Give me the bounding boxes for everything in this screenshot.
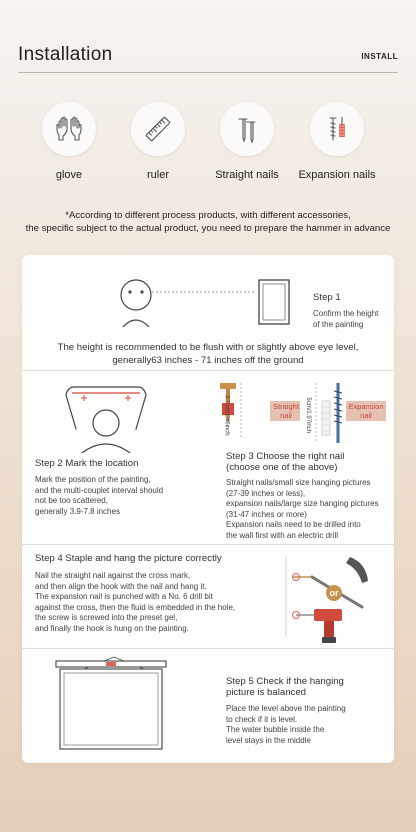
instructions-panel bbox=[22, 255, 394, 763]
section-divider bbox=[22, 370, 394, 371]
header-divider bbox=[18, 72, 398, 73]
step3-title-line: Step 3 Choose the right nail bbox=[226, 451, 345, 462]
step1-title: Step 1 bbox=[313, 292, 341, 303]
expansion-nails-icon bbox=[310, 102, 364, 156]
note-line: *According to different process products, with different accessories, bbox=[65, 210, 351, 221]
step3-line: Expansion nails need to be drilled into bbox=[226, 520, 361, 529]
step4-text bbox=[35, 553, 275, 634]
step3-title bbox=[226, 451, 392, 473]
step2-line: not be too scattered, bbox=[35, 496, 108, 505]
ruler-icon bbox=[131, 102, 185, 156]
step4-line: against the cross, then the fluid is embedded in the hole, bbox=[35, 602, 236, 612]
step2-line: Mark the position of the painting, bbox=[35, 475, 151, 484]
page-header bbox=[18, 44, 398, 66]
expansion-nail-label-line: nail bbox=[360, 410, 372, 420]
step4-line: and finally the hook is hung on the painting. bbox=[35, 623, 189, 633]
straight-nail-size-label: 3.7cm/1.46inch bbox=[223, 394, 230, 436]
straight-nail-size bbox=[223, 390, 236, 440]
tool-label: glove bbox=[55, 169, 83, 181]
step5-text bbox=[226, 676, 386, 746]
expansion-nail-label bbox=[346, 403, 386, 420]
step1-desc-line: Confirm the height bbox=[313, 309, 379, 318]
step3-line: (27-39 inches or less), bbox=[226, 488, 306, 498]
or-label: or bbox=[329, 588, 339, 598]
straight-nail-label-line: Straight bbox=[273, 402, 299, 411]
tool-expansion-nails bbox=[292, 102, 382, 181]
glove-icon bbox=[42, 102, 96, 156]
step1-caption-line: The height is recommended to be flush with or slightly above eye level, bbox=[57, 342, 359, 353]
expansion-nail-label-line: Expansion bbox=[348, 402, 384, 411]
tool-glove bbox=[24, 102, 114, 181]
tool-label: Straight nails bbox=[215, 169, 279, 181]
step1-text bbox=[313, 292, 378, 330]
step3-line: expansion nails/large size hanging pictures bbox=[226, 499, 379, 508]
step4-title: Step 4 Staple and hang the picture correctly bbox=[35, 553, 222, 564]
step1-caption-line: generally63 inches - 71 inches off the ground bbox=[112, 355, 304, 366]
tool-label: Expansion nails bbox=[298, 169, 376, 181]
step2-illustration bbox=[22, 373, 212, 453]
step5-line: The water bubble inside the bbox=[226, 725, 325, 734]
step3-line: the wall first with an electric drill bbox=[226, 530, 339, 540]
tool-label: ruler bbox=[146, 169, 169, 181]
step4-line: The expansion nail is punched with a No. 6 drill bit bbox=[35, 592, 213, 601]
step5-title-line: picture is balanced bbox=[226, 687, 306, 698]
tools-row bbox=[0, 102, 416, 192]
step5-line: level stays in the middle bbox=[226, 735, 311, 745]
section-divider bbox=[22, 648, 394, 649]
page-title: Installation bbox=[18, 44, 113, 65]
step5-line: to check if it is level. bbox=[226, 714, 298, 724]
straight-nail-label bbox=[271, 403, 301, 420]
step1-desc-line: of the painting bbox=[313, 319, 364, 329]
step3-line: Straight nails/small size hanging pictures bbox=[226, 478, 371, 487]
step4-line: the screw is screwed into the preset gel, bbox=[35, 613, 178, 622]
step2-title: Step 2 Mark the location bbox=[35, 458, 139, 469]
step5-illustration bbox=[22, 653, 212, 763]
expansion-nail-size bbox=[305, 390, 318, 440]
step5-line: Place the level above the painting bbox=[226, 704, 346, 713]
note-line: the specific subject to the actual product, you need to prepare the hammer in advance bbox=[25, 223, 391, 234]
step5-title-line: Step 5 Check if the hanging bbox=[226, 676, 344, 687]
drill-icon bbox=[293, 609, 343, 643]
step3-title-line: (choose one of the above) bbox=[226, 462, 338, 473]
step4-illustration bbox=[272, 555, 390, 647]
step4-line: and then align the hook with the nail and hang it. bbox=[35, 581, 207, 591]
step5-title bbox=[226, 676, 386, 698]
step2-line: generally 3.9-7.8 inches bbox=[35, 506, 120, 516]
section-badge: INSTALL bbox=[361, 52, 398, 61]
straight-nails-icon bbox=[220, 102, 274, 156]
step4-line: Nail the straight nail against the cross mark, bbox=[35, 571, 191, 580]
step3-line: (31-47 inches or more) bbox=[226, 509, 307, 519]
straight-nail-label-line: nail bbox=[280, 410, 292, 420]
tool-ruler bbox=[113, 102, 203, 181]
expansion-nail-figure bbox=[322, 383, 342, 443]
step3-text bbox=[226, 451, 392, 541]
step1-caption bbox=[22, 341, 394, 367]
step2-text bbox=[35, 458, 163, 517]
tool-straight-nails bbox=[202, 102, 292, 181]
accessories-note bbox=[10, 209, 406, 235]
expansion-nail-size-label: 5cm/1.97inch bbox=[305, 397, 312, 434]
step2-line: and the multi-couplet interval should bbox=[35, 485, 164, 495]
section-divider bbox=[22, 544, 394, 545]
